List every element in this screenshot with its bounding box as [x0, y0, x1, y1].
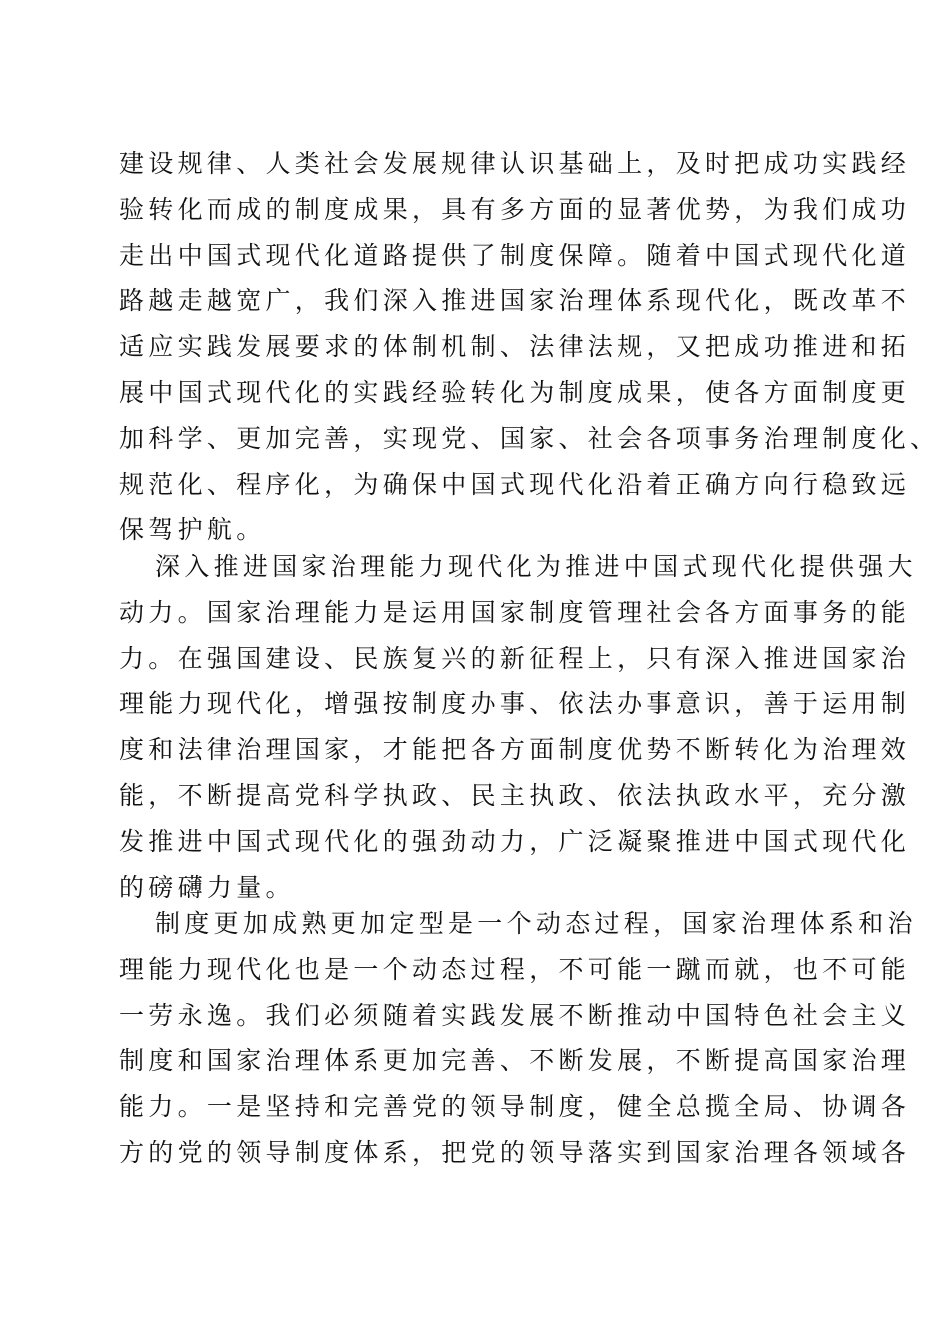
- paragraph-line: 适应实践发展要求的体制机制、法律法规，又把成功推进和拓: [119, 332, 911, 362]
- paragraph-1: [119, 141, 940, 553]
- paragraph-2: [119, 544, 917, 910]
- paragraph-line: 方的党的领导制度体系，把党的领导落实到国家治理各领域各: [119, 1137, 911, 1167]
- paragraph-line: 走出中国式现代化道路提供了制度保障。随着中国式现代化道: [119, 240, 911, 270]
- paragraph-line: 能力。一是坚持和完善党的领导制度，健全总揽全局、协调各: [119, 1092, 911, 1122]
- paragraph-line: 建设规律、人类社会发展规律认识基础上，及时把成功实践经: [119, 149, 911, 178]
- paragraph-line: 制度更加成熟更加定型是一个动态过程，国家治理体系和治: [155, 909, 917, 938]
- paragraph-line: 规范化、程序化，为确保中国式现代化沿着正确方向行稳致远: [119, 469, 911, 499]
- paragraph-line: 一劳永逸。我们必须随着实践发展不断推动中国特色社会主义: [119, 1000, 911, 1030]
- paragraph-line: 理能力现代化，增强按制度办事、依法办事意识，善于运用制: [119, 689, 911, 719]
- paragraph-line: 动力。国家治理能力是运用国家制度管理社会各方面事务的能: [119, 597, 911, 627]
- paragraph-line: 加科学、更加完善，实现党、国家、社会各项事务治理制度化、: [119, 423, 940, 453]
- paragraph-line: 制度和国家治理体系更加完善、不断发展，不断提高国家治理: [119, 1046, 911, 1076]
- paragraph-line: 路越走越宽广，我们深入推进国家治理体系现代化，既改革不: [119, 286, 911, 316]
- paragraph-line: 验转化而成的制度成果，具有多方面的显著优势，为我们成功: [119, 194, 911, 224]
- paragraph-3: [119, 901, 917, 1176]
- paragraph-line: 深入推进国家治理能力现代化为推进中国式现代化提供强大: [155, 552, 917, 581]
- paragraph-line: 发推进中国式现代化的强劲动力，广泛凝聚推进中国式现代化: [119, 826, 911, 856]
- paragraph-line: 力。在强国建设、民族复兴的新征程上，只有深入推进国家治: [119, 643, 911, 673]
- paragraph-line: 度和法律治理国家，才能把各方面制度优势不断转化为治理效: [119, 735, 911, 765]
- paragraph-line: 理能力现代化也是一个动态过程，不可能一蹴而就，也不可能: [119, 954, 911, 984]
- paragraph-line: 展中国式现代化的实践经验转化为制度成果，使各方面制度更: [119, 377, 911, 407]
- paragraph-line: 保驾护航。: [119, 515, 266, 545]
- paragraph-line: 能，不断提高党科学执政、民主执政、依法执政水平，充分激: [119, 780, 911, 810]
- paragraph-line: 的磅礴力量。: [119, 872, 295, 902]
